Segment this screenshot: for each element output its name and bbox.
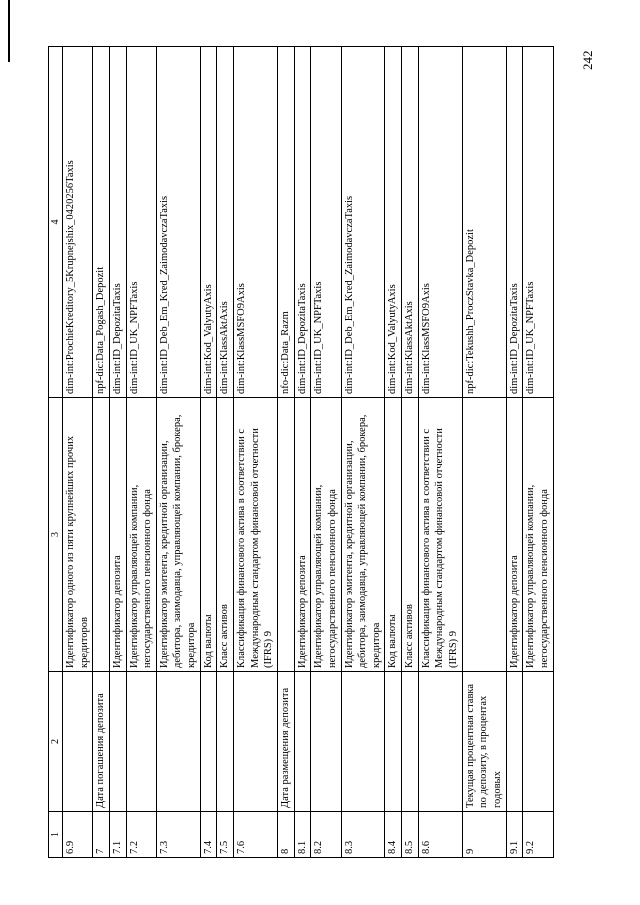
header-row [49, 47, 63, 858]
row-number: 9.1 [506, 812, 523, 858]
row-name [385, 672, 402, 812]
row-name [418, 672, 462, 812]
row-name [126, 672, 156, 812]
row-number: 8.6 [418, 812, 462, 858]
row-number: 6.9 [63, 812, 93, 858]
header-cell-4: 4 [49, 47, 63, 398]
table-row [126, 47, 156, 858]
row-code: npf-dic:Tekushh_ProczStavka_Depozit [462, 47, 506, 398]
row-code: dim-int:ID_Deb_Em_Kred_ZaimodavczaTaxis [156, 47, 200, 398]
row-code: nfo-dic:Data_Razm [277, 47, 294, 398]
row-name: Дата размещения депозита [277, 672, 294, 812]
row-number: 7.1 [109, 812, 126, 858]
row-name [294, 672, 311, 812]
row-name [402, 672, 419, 812]
row-name [200, 672, 217, 812]
row-name [217, 672, 234, 812]
row-name: Дата погашения депозита [93, 672, 110, 812]
row-name: Текущая процентная ставка по депозиту, в процентах годовых [462, 672, 506, 812]
header-cell-2: 2 [49, 672, 63, 812]
row-number: 8.1 [294, 812, 311, 858]
row-number: 7.2 [126, 812, 156, 858]
row-name [311, 672, 341, 812]
table-row [385, 47, 402, 858]
row-code: dim-int:ID_DepozitaTaxis [294, 47, 311, 398]
row-description [277, 398, 294, 672]
row-name [109, 672, 126, 812]
row-description: Код валюты [385, 398, 402, 672]
row-description: Идентификатор управляющей компании, негосударственного пенсионного фонда [126, 398, 156, 672]
row-description: Идентификатор эмитента, кредитной организации, дебитора, заимодавца, управляющей компании, брокера, кредитора [156, 398, 200, 672]
table-row [311, 47, 341, 858]
row-number: 8.4 [385, 812, 402, 858]
row-code: dim-int:KlassAktAxis [402, 47, 419, 398]
table-row [217, 47, 234, 858]
row-number: 8 [277, 812, 294, 858]
row-description: Класс активов [402, 398, 419, 672]
row-number: 7.5 [217, 812, 234, 858]
row-code: dim-int:KlassAktAxis [217, 47, 234, 398]
row-name [234, 672, 278, 812]
row-description: Идентификатор депозита [294, 398, 311, 672]
table-row [200, 47, 217, 858]
row-description: Идентификатор управляющей компании, негосударственного пенсионного фонда [523, 398, 553, 672]
row-code: dim-int:Kod_ValyutyAxis [200, 47, 217, 398]
row-number: 9.2 [523, 812, 553, 858]
table-row [277, 47, 294, 858]
row-description [93, 398, 110, 672]
table-body [63, 47, 554, 858]
row-name [156, 672, 200, 812]
row-name [506, 672, 523, 812]
row-code: dim-int:KlassMSFO9Axis [234, 47, 278, 398]
row-name [63, 672, 93, 812]
header-cell-3: 3 [49, 398, 63, 672]
table-row [462, 47, 506, 858]
table-row [234, 47, 278, 858]
row-description: Классификация финансового актива в соответствии с Международным стандартом финансовой отчетности (IFRS) 9 [234, 398, 278, 672]
table-row [341, 47, 385, 858]
row-code: dim-int:ID_UK_NPFTaxis [523, 47, 553, 398]
row-description: Идентификатор одного из пяти крупнейших прочих кредиторов [63, 398, 93, 672]
row-description: Классификация финансового актива в соответствии с Международным стандартом финансовой отчетности (IFRS) 9 [418, 398, 462, 672]
row-number: 7.3 [156, 812, 200, 858]
row-code: dim-int:ID_UK_NPFTaxis [126, 47, 156, 398]
row-number: 7.4 [200, 812, 217, 858]
row-description [462, 398, 506, 672]
row-code: dim-int:ProchieKreditory_5Krupnejshix_0420256Taxis [63, 47, 93, 398]
table-row [156, 47, 200, 858]
row-code: dim-int:KlassMSFO9Axis [418, 47, 462, 398]
row-code: dim-int:ID_UK_NPFTaxis [311, 47, 341, 398]
row-code: dim-int:ID_Deb_Em_Kred_ZaimodavczaTaxis [341, 47, 385, 398]
table-row [402, 47, 419, 858]
page-number: 242 [580, 50, 595, 70]
row-number: 9 [462, 812, 506, 858]
table-row [506, 47, 523, 858]
row-number: 8.5 [402, 812, 419, 858]
table-row [294, 47, 311, 858]
row-description: Класс активов [217, 398, 234, 672]
table-row [418, 47, 462, 858]
taxonomy-table [48, 46, 554, 858]
row-number: 7.6 [234, 812, 278, 858]
row-code: dim-int:ID_DepozitaTaxis [506, 47, 523, 398]
row-name [341, 672, 385, 812]
table-row [109, 47, 126, 858]
row-description: Код валюты [200, 398, 217, 672]
row-number: 7 [93, 812, 110, 858]
row-description: Идентификатор эмитента, кредитной организации, дебитора, заимодавца, управляющей компании, брокера, кредитора [341, 398, 385, 672]
margin-line [8, 0, 10, 62]
row-number: 8.2 [311, 812, 341, 858]
row-code: dim-int:Kod_ValyutyAxis [385, 47, 402, 398]
row-description: Идентификатор депозита [506, 398, 523, 672]
row-description: Идентификатор управляющей компании, негосударственного пенсионного фонда [311, 398, 341, 672]
rotated-page [48, 47, 603, 858]
table-row [63, 47, 93, 858]
row-code: npf-dic:Data_Pogash_Depozit [93, 47, 110, 398]
table-row [523, 47, 553, 858]
row-description: Идентификатор депозита [109, 398, 126, 672]
row-code: dim-int:ID_DepozitaTaxis [109, 47, 126, 398]
table-row [93, 47, 110, 858]
row-name [523, 672, 553, 812]
header-cell-1: 1 [49, 812, 63, 858]
row-number: 8.3 [341, 812, 385, 858]
